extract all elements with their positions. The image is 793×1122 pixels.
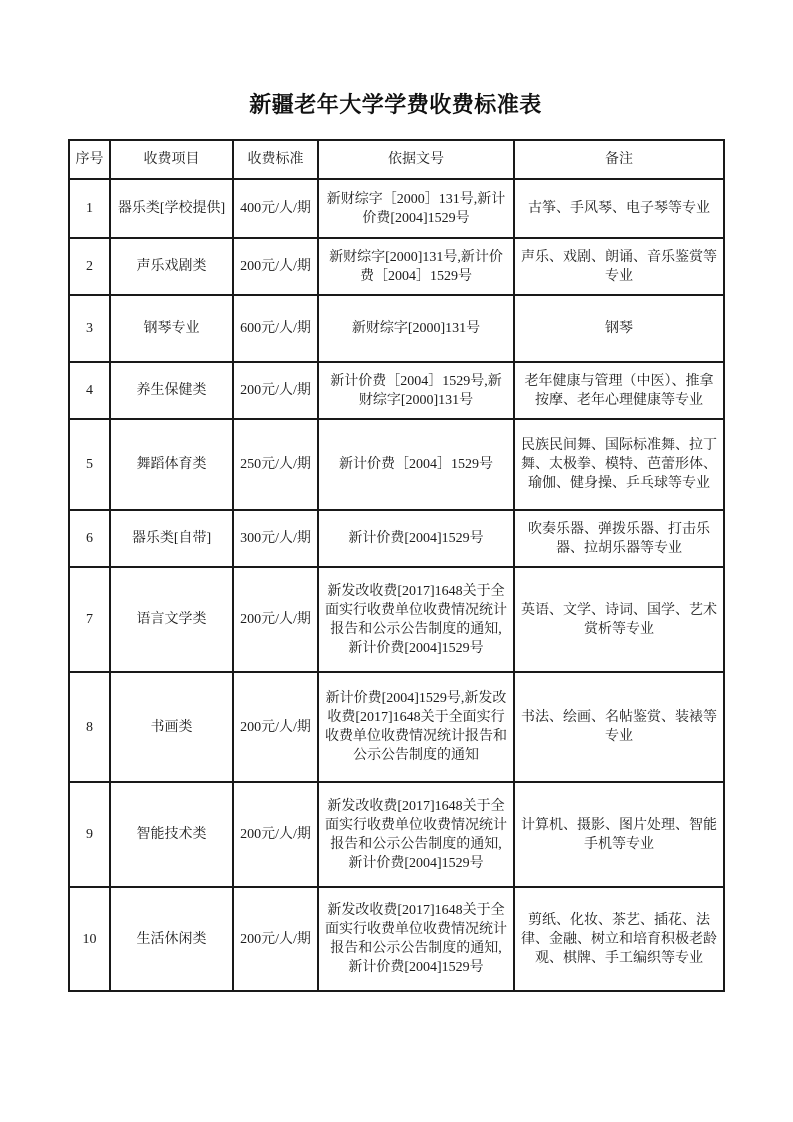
cell-seq-no: 4 — [69, 362, 110, 419]
cell-remarks: 钢琴 — [514, 295, 724, 362]
cell-fee-standard: 200元/人/期 — [233, 782, 318, 887]
cell-fee-item: 生活休闲类 — [110, 887, 233, 991]
cell-seq-no: 3 — [69, 295, 110, 362]
cell-fee-standard: 200元/人/期 — [233, 567, 318, 672]
table-row — [69, 419, 724, 510]
cell-fee-item: 声乐戏剧类 — [110, 238, 233, 295]
cell-basis-doc: 新财综字[2000]131号,新计价费［2004］1529号 — [318, 238, 514, 295]
table-row — [69, 567, 724, 672]
cell-fee-item: 智能技术类 — [110, 782, 233, 887]
cell-fee-standard: 200元/人/期 — [233, 887, 318, 991]
cell-fee-item: 语言文学类 — [110, 567, 233, 672]
table-row — [69, 179, 724, 238]
cell-remarks: 计算机、摄影、图片处理、智能手机等专业 — [514, 782, 724, 887]
cell-fee-item: 养生保健类 — [110, 362, 233, 419]
page-title: 新疆老年大学学费收费标准表 — [249, 92, 542, 117]
cell-basis-doc: 新计价费[2004]1529号,新发改收费[2017]1648关于全面实行收费单位收费情况统计报告和公示公告制度的通知 — [318, 672, 514, 782]
cell-remarks: 声乐、戏剧、朗诵、音乐鉴赏等专业 — [514, 238, 724, 295]
cell-fee-standard: 200元/人/期 — [233, 238, 318, 295]
cell-fee-standard: 200元/人/期 — [233, 672, 318, 782]
cell-seq-no: 7 — [69, 567, 110, 672]
cell-seq-no: 9 — [69, 782, 110, 887]
table-row — [69, 672, 724, 782]
table-row — [69, 238, 724, 295]
cell-remarks: 英语、文学、诗词、国学、艺术赏析等专业 — [514, 567, 724, 672]
cell-basis-doc: 新发改收费[2017]1648关于全面实行收费单位收费情况统计报告和公示公告制度的通知,新计价费[2004]1529号 — [318, 782, 514, 887]
cell-seq-no: 6 — [69, 510, 110, 567]
cell-seq-no: 2 — [69, 238, 110, 295]
cell-fee-item: 舞蹈体育类 — [110, 419, 233, 510]
cell-fee-standard: 200元/人/期 — [233, 362, 318, 419]
cell-basis-doc: 新发改收费[2017]1648关于全面实行收费单位收费情况统计报告和公示公告制度的通知,新计价费[2004]1529号 — [318, 567, 514, 672]
cell-fee-item: 书画类 — [110, 672, 233, 782]
cell-remarks: 民族民间舞、国际标准舞、拉丁舞、太极拳、模特、芭蕾形体、瑜伽、健身操、乒乓球等专业 — [514, 419, 724, 510]
table-row — [69, 782, 724, 887]
cell-seq-no: 1 — [69, 179, 110, 238]
cell-fee-standard: 300元/人/期 — [233, 510, 318, 567]
table-row — [69, 295, 724, 362]
col-header-seq-no: 序号 — [69, 140, 110, 179]
cell-remarks: 剪纸、化妆、茶艺、插花、法律、金融、树立和培育积极老龄观、棋牌、手工编织等专业 — [514, 887, 724, 991]
cell-fee-item: 器乐类[学校提供] — [110, 179, 233, 238]
cell-fee-item: 钢琴专业 — [110, 295, 233, 362]
cell-remarks: 老年健康与管理（中医）、推拿按摩、老年心理健康等专业 — [514, 362, 724, 419]
cell-basis-doc: 新计价费［2004］1529号,新财综字[2000]131号 — [318, 362, 514, 419]
table-row — [69, 887, 724, 991]
document-page — [68, 92, 723, 992]
table-row — [69, 510, 724, 567]
col-header-remarks: 备注 — [514, 140, 724, 179]
cell-basis-doc: 新计价费［2004］1529号 — [318, 419, 514, 510]
cell-fee-standard: 250元/人/期 — [233, 419, 318, 510]
col-header-fee-item: 收费项目 — [110, 140, 233, 179]
cell-remarks: 书法、绘画、名帖鉴赏、装裱等专业 — [514, 672, 724, 782]
cell-basis-doc: 新财综字［2000］131号,新计价费[2004]1529号 — [318, 179, 514, 238]
cell-basis-doc: 新财综字[2000]131号 — [318, 295, 514, 362]
cell-fee-standard: 600元/人/期 — [233, 295, 318, 362]
table-row — [69, 362, 724, 419]
col-header-fee-standard: 收费标准 — [233, 140, 318, 179]
table-body — [69, 179, 724, 991]
cell-seq-no: 10 — [69, 887, 110, 991]
cell-fee-item: 器乐类[自带] — [110, 510, 233, 567]
cell-fee-standard: 400元/人/期 — [233, 179, 318, 238]
cell-seq-no: 8 — [69, 672, 110, 782]
col-header-basis-doc: 依据文号 — [318, 140, 514, 179]
cell-remarks: 古筝、手风琴、电子琴等专业 — [514, 179, 724, 238]
cell-remarks: 吹奏乐器、弹拨乐器、打击乐器、拉胡乐器等专业 — [514, 510, 724, 567]
fee-standard-table — [68, 139, 725, 992]
cell-basis-doc: 新发改收费[2017]1648关于全面实行收费单位收费情况统计报告和公示公告制度的通知,新计价费[2004]1529号 — [318, 887, 514, 991]
cell-seq-no: 5 — [69, 419, 110, 510]
cell-basis-doc: 新计价费[2004]1529号 — [318, 510, 514, 567]
table-header-row — [69, 140, 724, 179]
